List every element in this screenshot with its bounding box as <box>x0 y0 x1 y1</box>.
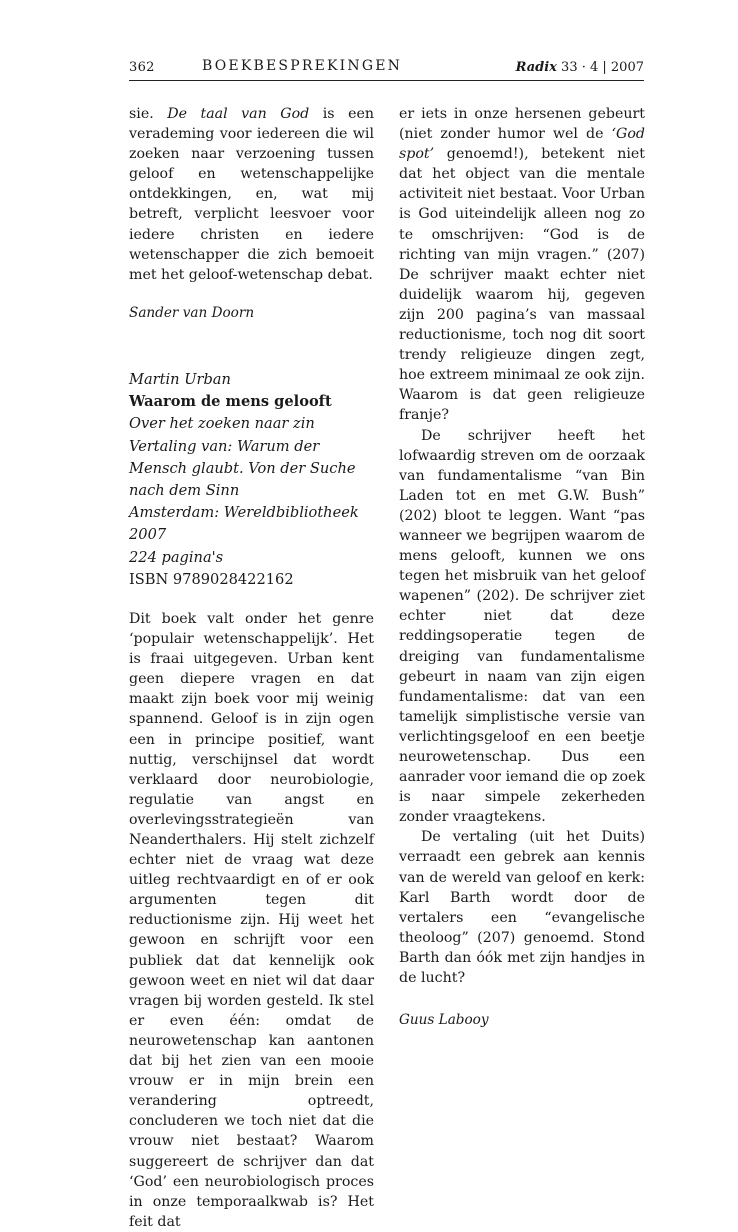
review-paragraph: De schrijver heeft het lofwaardig streven om de oorzaak van fundamentalisme “van Bin Laden tot en met G.W. Bush” (202) bloot te leggen. Want “pas wanneer we begrijpen waarom de mens gelooft, kunnen we ons tegen het misbruik van het geloof wapenen” (202). De schrijver ziet echter niet dat deze reddingsoperatie tegen de dreiging van fundamentalisme gebeurt in naam van zijn eigen fundamentalisme: dat van een tamelijk simplistische versie van verlichtingsgeloof en een beetje neurowetenschap. Dus een aanrader voor iemand die op zoek is naar simpele zekerheden zonder vraagtekens. <box>399 427 645 826</box>
journal-issue: 33 · 4 | 2007 <box>561 60 644 75</box>
book-publisher: Amsterdam: Wereldbibliotheek 2007 <box>129 504 359 544</box>
journal-name: Radix <box>515 60 557 75</box>
page-number: 362 <box>129 60 155 75</box>
left-column <box>129 104 374 1232</box>
book-subtitle: Over het zoeken naar zin <box>129 415 315 433</box>
right-column <box>399 104 645 1030</box>
book-info <box>129 369 374 591</box>
section-title: BOEKBESPREKINGEN <box>202 58 403 74</box>
journal-reference <box>516 60 644 75</box>
reviewer-signature: Sander van Doorn <box>129 304 255 321</box>
cited-book-title: De taal van God <box>167 106 310 122</box>
previous-review-ending: sie. De taal van God is een verademing voor iedereen die wil zoeken naar verzoening tussen geloof en wetenschappelijke ontdekkingen, en, wat mij betreft, verplicht leesvoer voor iedere christen en iedere wetenschapper die zich bemoeit met het geloof-wetenschap debat. <box>129 106 375 283</box>
running-header <box>129 58 644 81</box>
review-paragraph: De vertaling (uit het Duits) verraadt een gebrek aan kennis van de wereld van geloof en kerk: Karl Barth wordt door de vertalers een “evangelische theoloog” (207) genoemd. Stond Barth dan óók met zijn handjes in de lucht? <box>399 829 645 987</box>
book-author: Martin Urban <box>129 370 231 388</box>
review-paragraph: er iets in onze hersenen gebeurt (niet zonder humor wel de ‘God spot’ genoemd!), betekent niet dat het object van die mentale activiteit niet bestaat. Voor Urban is God uiteindelijk alleen nog zo te omschrijven: “God is de richting van mijn vragen.” (207) De schrijver maakt echter niet duidelijk waarom hij, gegeven zijn 200 pagina’s van massaal reductionisme, toch nog dit soort trendy religieuze dingen zegt, hoe extreem minimaal ze ook zijn. Waarom is dat geen religieuze franje? <box>399 106 645 424</box>
review-paragraph: Dit boek valt onder het genre ‘populair wetenschappelijk’. Het is fraai uitgegeven. Urban kent geen diepere vragen en dat maakt zijn boek voor mij weinig spannend. Geloof is in zijn ogen een in principe positief, want nuttig, verschijnsel dat wordt verklaard door neurobiologie, regulatie van angst en overlevingsstrategieën van Neanderthalers. Hij stelt zichzelf echter niet de vraag wat deze uitleg rechtvaardigt en of er ook argumenten tegen dit reductionisme zijn. Hij weet het gewoon en schrijft voor een publiek dat dat kennelijk ook gewoon weet en niet wil dat daar vragen bij worden gesteld. Ik stel er even één: omdat de neurowetenschap kan aantonen dat bij het zien van een mooie vrouw er in mijn brein een verandering optreedt, concluderen we toch niet dat die vrouw niet bestaat? Waarom suggereert de schrijver dan dat ‘God’ een neurobiologisch proces in onze temporaalkwab is? Het feit dat <box>129 610 374 1230</box>
book-isbn: ISBN 9789028422162 <box>129 570 294 588</box>
quoted-term: ‘God spot’ <box>399 126 645 163</box>
reviewer-signature: Guus Labooy <box>399 1012 489 1029</box>
book-pages: 224 pagina's <box>129 548 224 566</box>
book-translation: Vertaling van: Warum der Mensch glaubt. Von der Suche nach dem Sinn <box>129 437 356 499</box>
book-title: Waarom de mens gelooft <box>129 393 332 411</box>
